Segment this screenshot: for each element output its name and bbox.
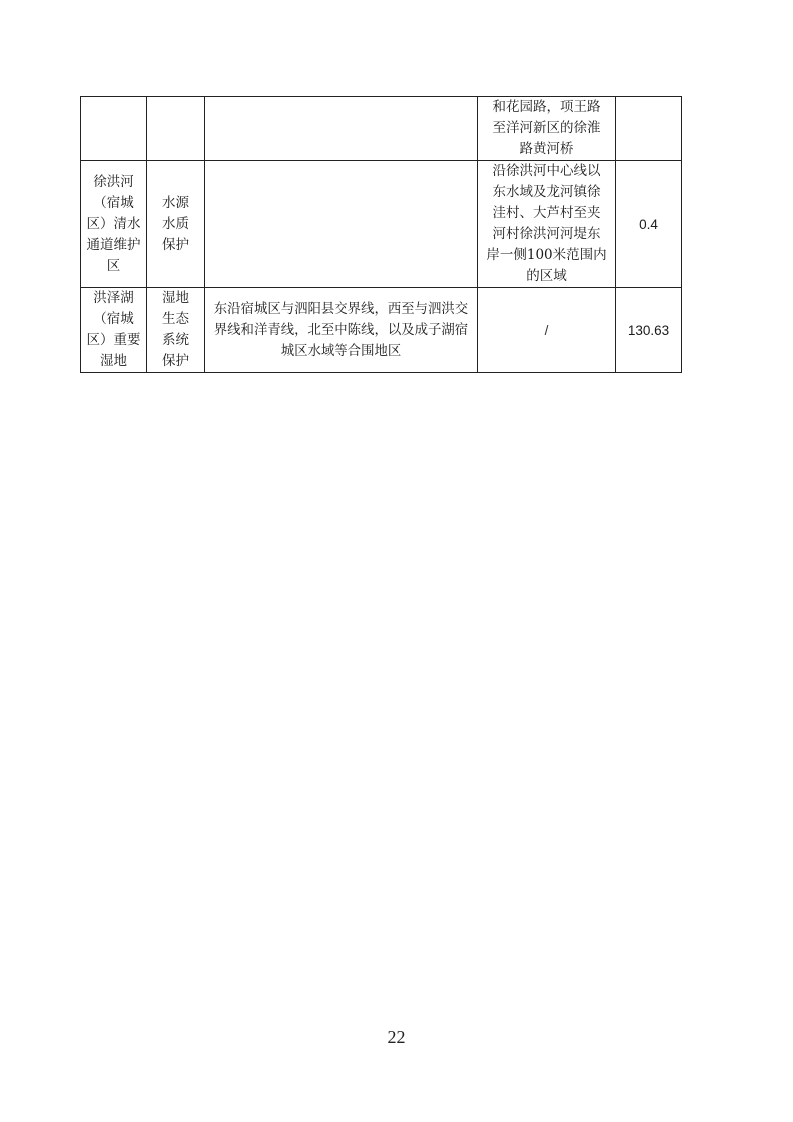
protection-type: 湿地生态系统保护	[162, 290, 189, 369]
protection-scope: 东沿宿城区与泗阳县交界线，西至与泗洪交界线和洋青线，北至中陈线，以及成子湖宿城区水域等合围地区	[213, 301, 469, 359]
protection-range: /	[544, 322, 549, 338]
area-name: 洪泽湖（宿城区）重要湿地	[86, 290, 141, 369]
protection-scope-cell	[205, 288, 478, 373]
page-number: 22	[387, 1027, 406, 1047]
table-row	[81, 288, 682, 373]
area-name-cell	[81, 161, 147, 288]
area-value: 130.63	[627, 322, 670, 338]
protection-range: 沿徐洪河中心线以东水域及龙河镇徐洼村、大芦村至夹河村徐洪河河堤东岸一侧100米范围内的区域	[486, 163, 607, 284]
area-value: 0.4	[639, 216, 658, 232]
protection-type-cell	[147, 161, 205, 288]
area-value-cell	[616, 97, 682, 161]
protection-range-cell	[478, 161, 616, 288]
protection-range-cell	[478, 288, 616, 373]
protection-scope-cell	[205, 161, 478, 288]
protection-range-cell	[478, 97, 616, 161]
protection-range: 和花园路，项王路至洋河新区的徐淮路黄河桥	[492, 99, 601, 157]
protection-type-cell	[147, 288, 205, 373]
protection-type-cell	[147, 97, 205, 161]
area-name-cell	[81, 97, 147, 161]
area-value-cell	[616, 161, 682, 288]
protection-scope-cell	[205, 97, 478, 161]
protected-area-table	[80, 96, 682, 373]
area-name-cell	[81, 288, 147, 373]
area-name: 徐洪河（宿城区）清水通道维护区	[86, 173, 141, 274]
protection-type: 水源水质保护	[162, 194, 189, 253]
table-row	[81, 161, 682, 288]
area-value-cell	[616, 288, 682, 373]
table-row	[81, 97, 682, 161]
